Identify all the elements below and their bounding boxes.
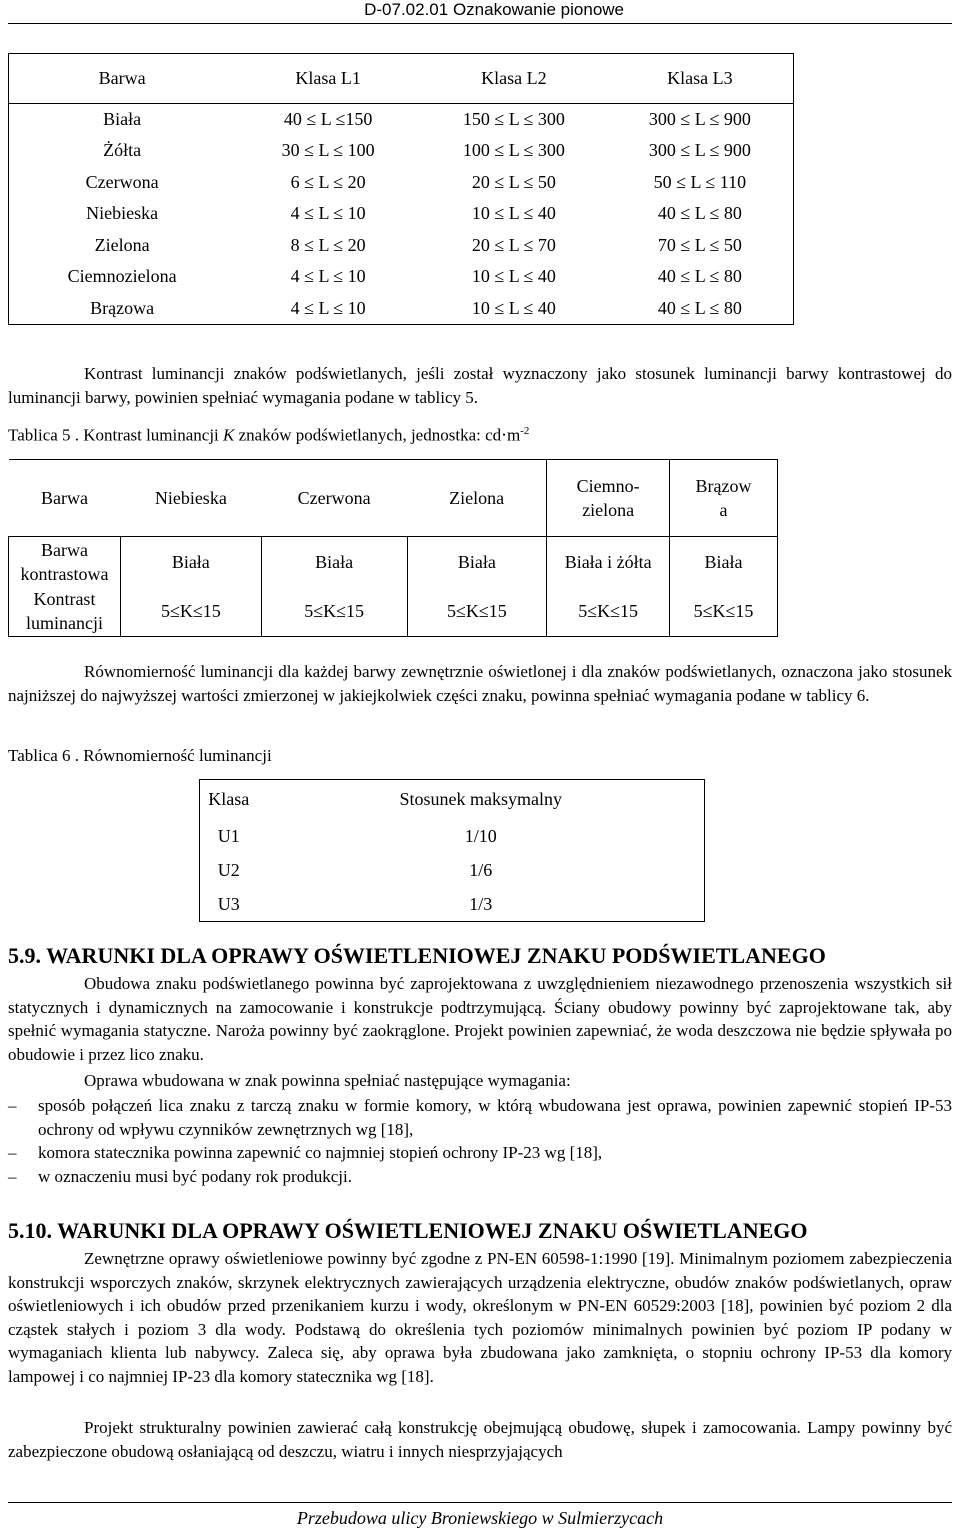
section-5-9-heading: 5.9. WARUNKI DLA OPRAWY OŚWIETLENIOWEJ ZNAKU PODŚWIETLANEGO — [8, 943, 826, 968]
contrast-table — [8, 459, 778, 637]
table-cell: Kontrast luminancji — [9, 587, 121, 637]
table-cell: 40 ≤ L ≤ 80 — [657, 266, 742, 287]
list-item: – w oznaczeniu musi być podany rok produkcji. — [8, 1165, 952, 1189]
column-header: Brązow a — [670, 460, 778, 537]
luminance-class-table — [8, 53, 794, 325]
table-row — [9, 135, 794, 167]
table-cell: Barwa kontrastowa — [9, 537, 121, 587]
section-5-9-paragraph-1: Obudowa znaku podświetlanego powinna być zaprojektowana z uwzględnieniem niezawodnego przenoszenia wszystkich sił statycznych i dynamicznych na zamocowanie i konstrukcje podtrzymującą. Ściany obudowy powinny być zaprojektowane tak, aby spełnić wymagania statyczne. Naroża powinny być zaokrąglone. Projekt powinien zapewniać, że woda deszczowa nie będzie spływała po obudowie i przez lico znaku. — [8, 974, 952, 1064]
table-cell: Żółta — [103, 140, 142, 161]
table-cell: Biała — [103, 109, 142, 129]
table-cell: 4 ≤ L ≤ 10 — [290, 203, 366, 224]
column-header: Barwa — [9, 54, 236, 104]
caption-exponent: -2 — [520, 425, 530, 437]
table-cell: Biała — [407, 537, 547, 587]
table-cell: 5≤K≤15 — [261, 587, 407, 637]
table-cell: 300 ≤ L ≤ 900 — [648, 109, 751, 129]
list-item: – komora statecznika powinna zapewnić co najmniej stopień ochrony IP-23 wg [18], — [8, 1141, 952, 1165]
paragraph-contrast: Kontrast luminancji znaków podświetlanych, jeśli został wyznaczony jako stosunek luminancji barwy kontrastowej do luminancji barwy, powinien spełniać wymagania podane w tablicy 5. — [8, 364, 952, 407]
table-row — [9, 104, 794, 136]
table-cell: Biała — [261, 537, 407, 587]
table-cell: 5≤K≤15 — [670, 587, 778, 637]
column-header: Ciemno- zielona — [547, 460, 670, 537]
column-header: Klasa L2 — [421, 54, 607, 104]
table-cell: 5≤K≤15 — [407, 587, 547, 637]
table-cell: U2 — [217, 860, 240, 880]
section-5-10-paragraph-2: Projekt strukturalny powinien zawierać całą konstrukcję obejmującą obudowę, słupek i zamocowania. Lampy powinny być zabezpieczone obudową osłaniającą od deszczu, wiatru i innych niesprzyjających — [8, 1418, 952, 1461]
table-cell: 8 ≤ L ≤ 20 — [290, 234, 366, 255]
page-footer: Przebudowa ulicy Broniewskiego w Sulmierzycach — [296, 1508, 664, 1528]
caption-suffix: znaków podświetlanych, jednostka: cd⋅m — [234, 425, 521, 445]
table-cell: Ciemnozielona — [67, 266, 177, 287]
table-cell: Czerwona — [85, 171, 159, 192]
table-cell: 70 ≤ L ≤ 50 — [657, 234, 742, 255]
column-header: Stosunek maksymalny — [399, 789, 562, 810]
table-cell: Zielona — [94, 234, 150, 255]
table-cell: 1/3 — [469, 893, 493, 914]
table-cell: 300 ≤ L ≤ 900 — [648, 140, 751, 161]
table-cell: 1/10 — [464, 826, 497, 846]
caption-prefix: Tablica 5 . Kontrast luminancji — [8, 425, 224, 445]
table-header-row — [9, 460, 778, 537]
table-cell: Biała — [670, 537, 778, 587]
section-5-9-paragraph-2: Oprawa wbudowana w znak powinna spełniać następujące wymagania: — [84, 1071, 571, 1090]
table-cell: 20 ≤ L ≤ 70 — [471, 234, 556, 255]
column-header: Klasa L3 — [607, 54, 794, 104]
column-header: Klasa — [208, 789, 250, 810]
header-rule — [8, 23, 952, 24]
table-cell: 40 ≤ L ≤150 — [283, 109, 373, 129]
list-item: – sposób połączeń lica znaku z tarczą znaku w formie komory, w którą wbudowana jest oprawa, powinien zapewnić stopień IP-53 ochrony od wpływu czynników zewnętrznych wg [18], — [8, 1094, 952, 1141]
table-cell: U3 — [217, 893, 240, 914]
table-cell: Biała — [120, 537, 261, 587]
table-cell: 50 ≤ L ≤ 110 — [653, 171, 747, 192]
section-5-10-heading: 5.10. WARUNKI DLA OPRAWY OŚWIETLENIOWEJ ZNAKU OŚWIETLANEGO — [8, 1218, 808, 1243]
table-row — [9, 537, 778, 587]
table5-caption — [8, 420, 529, 447]
table-cell: 10 ≤ L ≤ 40 — [471, 203, 556, 224]
table-row — [9, 261, 794, 293]
column-header: Barwa — [9, 460, 121, 537]
table-cell: 5≤K≤15 — [547, 587, 670, 637]
table-header-row — [9, 54, 794, 104]
column-header: Czerwona — [261, 460, 407, 537]
paragraph-uniformity: Równomierność luminancji dla każdej barwy zewnętrznie oświetlonej i dla znaków podświetlanych, oznaczona jako stosunek najniższej do najwyższej wartości zmierzonej w jakiejkolwiek części znaku, powinna spełniać wymagania podane w tablicy 6. — [8, 662, 952, 705]
table-row — [9, 230, 794, 262]
table-cell: 100 ≤ L ≤ 300 — [462, 140, 565, 161]
table-cell: U1 — [217, 826, 240, 846]
table-cell: 40 ≤ L ≤ 80 — [657, 203, 742, 224]
table-cell: 30 ≤ L ≤ 100 — [281, 140, 375, 161]
table-row — [200, 820, 705, 854]
caption-var: K — [223, 425, 235, 445]
table-row — [9, 293, 794, 325]
section-5-10-paragraph-1: Zewnętrzne oprawy oświetleniowe powinny być zgodne z PN-EN 60598-1:1990 [19]. Minimalnym poziomem zabezpieczenia konstrukcji wsporczych znaków, skrzynek elektrycznych zawierających urządzenia elektryczne, obudów znaków podświetlanych, opraw oświetleniowych i ich obudów przed przenikaniem kurzu i wody, określonym w PN-EN 60529:2003 [18], powinien być poziom 2 dla cząstek stałych i poziom 3 dla wody. Podstawą do określenia tych poziomów minimalnych powinien być poziom IP podany w wymaganiach klienta lub nabywcy. Zaleca się, aby oprawa była zbudowana jako zamknięta, o stopniu ochrony IP-53 dla komory lampowej i co najmniej IP-23 dla komory statecznika wg [18]. — [8, 1249, 952, 1386]
table6-caption: Tablica 6 . Równomierność luminancji — [8, 746, 272, 765]
table-cell: 10 ≤ L ≤ 40 — [471, 266, 556, 287]
requirements-list — [8, 1094, 952, 1188]
column-header: Zielona — [407, 460, 547, 537]
table-cell: 4 ≤ L ≤ 10 — [290, 297, 366, 318]
table-cell: 1/6 — [469, 860, 493, 880]
table-row — [200, 888, 705, 922]
uniformity-table — [199, 779, 705, 922]
table-cell: 40 ≤ L ≤ 80 — [657, 297, 742, 318]
table-row — [9, 587, 778, 637]
table-cell: 150 ≤ L ≤ 300 — [462, 109, 565, 129]
column-header: Niebieska — [120, 460, 261, 537]
footer-rule — [8, 1502, 952, 1503]
page-header: D-07.02.01 Oznakowanie pionowe — [364, 0, 624, 19]
table-header-row — [200, 780, 705, 820]
table-row — [200, 854, 705, 888]
table-cell: Brązowa — [90, 297, 155, 318]
table-cell: 20 ≤ L ≤ 50 — [471, 171, 556, 192]
table-cell: 4 ≤ L ≤ 10 — [290, 266, 366, 287]
table-cell: 10 ≤ L ≤ 40 — [471, 297, 556, 318]
column-header: Klasa L1 — [235, 54, 421, 104]
table-cell: 6 ≤ L ≤ 20 — [290, 171, 366, 192]
table-cell: Biała i żółta — [547, 537, 670, 587]
table-cell: 5≤K≤15 — [120, 587, 261, 637]
table-cell: Niebieska — [86, 203, 159, 224]
table-row — [9, 167, 794, 199]
table-row — [9, 198, 794, 230]
